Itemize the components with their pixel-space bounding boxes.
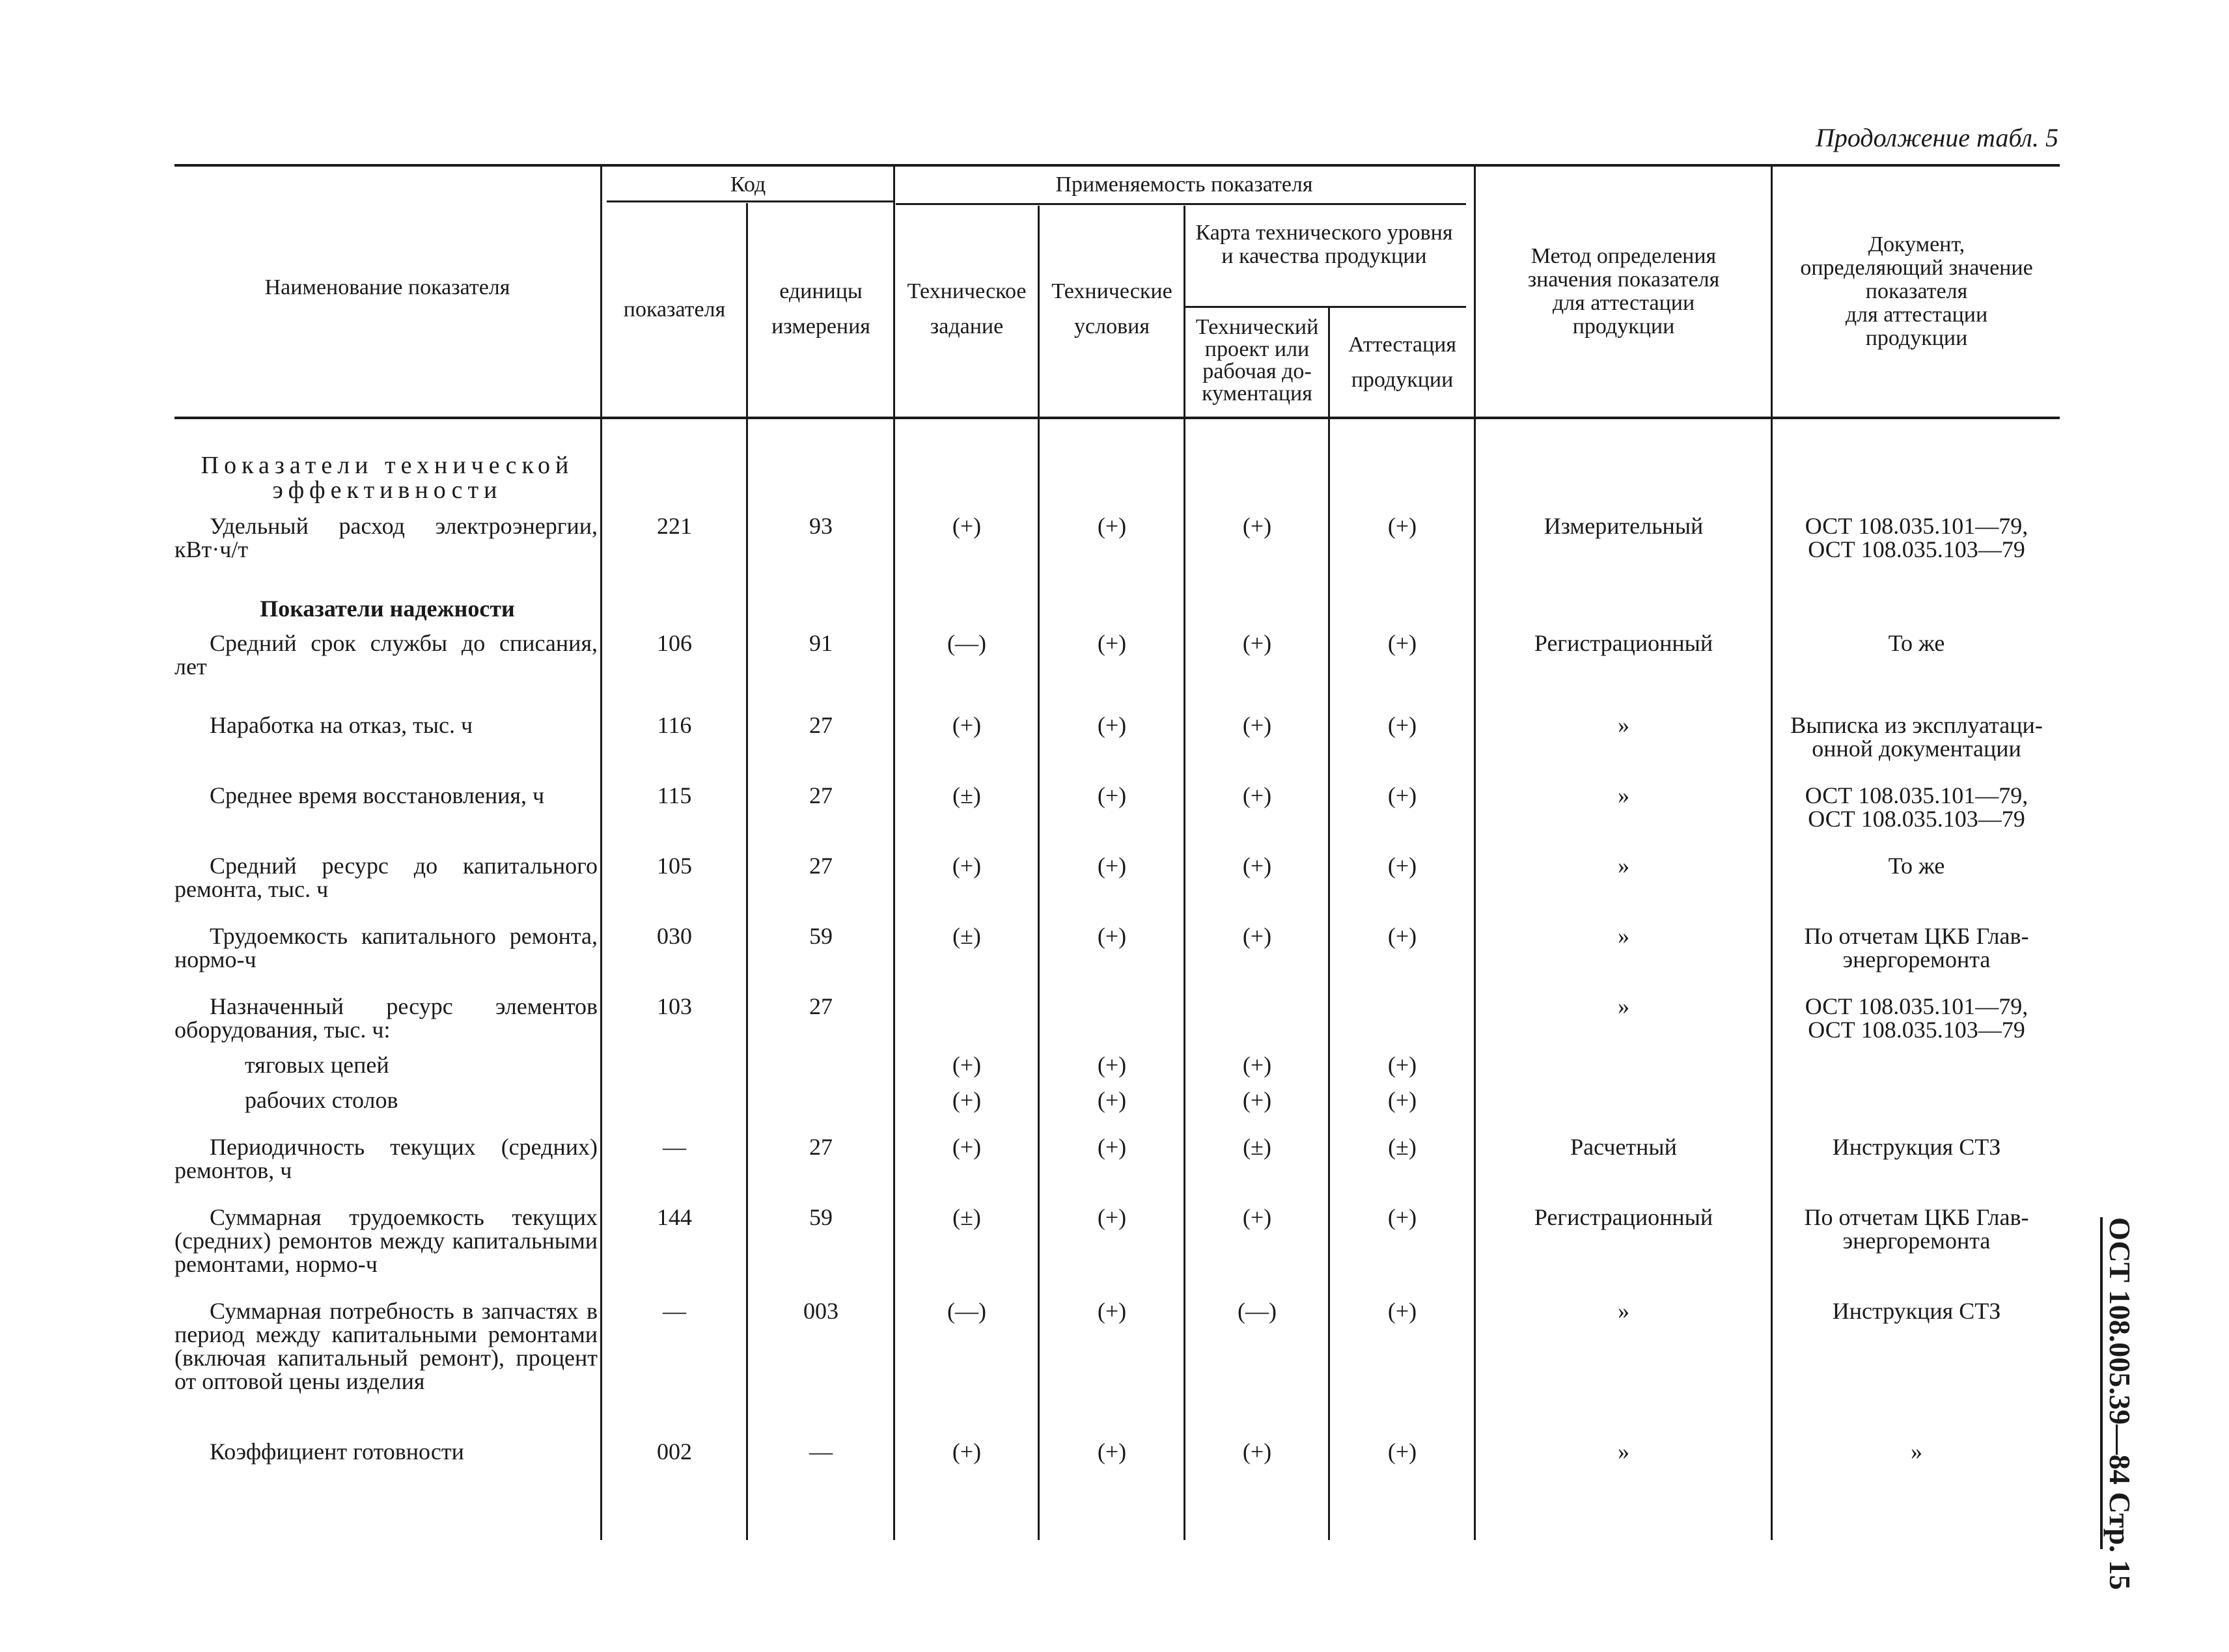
cell-code: —	[663, 1134, 686, 1160]
header-card-project-line4: кументация	[1202, 381, 1312, 406]
cell-unit: 27	[809, 782, 833, 808]
cell-tp: (±)	[1243, 1134, 1271, 1160]
cell-document	[1773, 713, 2060, 760]
cell-document	[1773, 631, 2060, 655]
side-label: ОСТ 108.005.39—84 Стр. 15	[2103, 1217, 2137, 1590]
row-name: Коэффициент готовности	[210, 1439, 464, 1465]
cell-ap: (+)	[1387, 712, 1417, 738]
cell-tp: (+)	[1242, 1204, 1272, 1230]
cell-tp: (+)	[1242, 513, 1272, 539]
section-heading	[174, 453, 600, 502]
header-card: Карта технического уровня и качества продукции	[1195, 221, 1453, 268]
header-card-project-line1: Технический	[1195, 315, 1319, 339]
cell-method: »	[1618, 853, 1629, 879]
cell-ap: (+)	[1387, 1298, 1417, 1324]
header-document-line5: продукции	[1865, 326, 1968, 350]
header-code-unit-line1: единицы	[779, 279, 863, 303]
cell-tp: (+)	[1242, 630, 1272, 656]
cell-tu: (+)	[1097, 923, 1127, 949]
header-tech-conditions-line2: условия	[1074, 314, 1150, 338]
cell-document	[1773, 514, 2060, 561]
cell-document-line1: Инструкция СТЗ	[1832, 1298, 2001, 1324]
row-name: Средний ресурс до капитального ремонта, тыс. ч	[174, 853, 598, 902]
cell-tz: (±)	[952, 1204, 981, 1230]
cell-code: 103	[657, 993, 692, 1019]
cell-unit: 59	[809, 1204, 833, 1230]
cell-tz: (±)	[952, 782, 981, 808]
row-name: рабочих столов	[245, 1087, 398, 1113]
col-divider	[1771, 167, 1773, 1540]
cell-ap: (+)	[1387, 630, 1417, 656]
table-top-rule	[174, 164, 2060, 167]
cell-code: 115	[657, 782, 692, 808]
section-heading-line2: эффективности	[272, 476, 503, 504]
applicability-group-rule	[896, 203, 1466, 205]
cell-unit: 91	[809, 630, 833, 656]
cell-tz: (+)	[952, 1134, 982, 1160]
cell-ap: (+)	[1387, 1204, 1417, 1230]
row-name: тяговых цепей	[245, 1052, 389, 1078]
col-divider	[1184, 206, 1185, 1540]
cell-tz: (+)	[952, 712, 982, 738]
cell-document	[1773, 854, 2060, 877]
cell-method: Измерительный	[1544, 513, 1704, 539]
cell-tz: (+)	[952, 853, 982, 879]
cell-document	[1773, 1440, 2060, 1463]
header-card-project	[1186, 316, 1328, 405]
cell-tu: (+)	[1097, 1439, 1127, 1465]
header-tech-task-line1: Техническое	[907, 279, 1027, 303]
cell-ap: (±)	[1388, 1134, 1417, 1160]
cell-tu: (+)	[1097, 1134, 1127, 1160]
cell-document-line1: »	[1911, 1439, 1922, 1465]
cell-document	[1773, 995, 2060, 1041]
cell-tp: (+)	[1242, 923, 1272, 949]
header-applicability: Применяемость показателя	[1055, 172, 1313, 197]
cell-tp: (+)	[1242, 782, 1272, 808]
cell-unit: 27	[809, 1134, 833, 1160]
section-heading: Показатели надежности	[260, 596, 515, 622]
cell-unit: 003	[803, 1298, 838, 1324]
cell-tu: (+)	[1097, 712, 1127, 738]
cell-code: 002	[657, 1439, 692, 1465]
cell-ap: (+)	[1387, 1087, 1417, 1113]
cell-unit: 27	[809, 853, 833, 879]
header-code: Код	[730, 172, 766, 197]
cell-document-line1: По отчетам ЦКБ Глав-	[1804, 923, 2029, 949]
cell-document-line1: Выписка из эксплуатаци-	[1790, 712, 2043, 738]
cell-unit: 27	[809, 712, 833, 738]
cell-document	[1773, 1299, 2060, 1323]
header-method	[1476, 245, 1771, 338]
cell-tu: (+)	[1097, 1204, 1127, 1230]
cell-tz: (+)	[952, 1439, 982, 1465]
cell-tu: (+)	[1097, 1052, 1127, 1078]
cell-document-line1: То же	[1888, 853, 1945, 879]
row-name: Среднее время восстановления, ч	[210, 782, 545, 808]
header-method-line4: продукции	[1572, 314, 1675, 338]
cell-document	[1773, 1205, 2060, 1252]
cell-unit: 27	[809, 993, 833, 1019]
cell-ap: (+)	[1387, 1052, 1417, 1078]
cell-method: »	[1618, 712, 1629, 738]
cell-method: Расчетный	[1570, 1134, 1677, 1160]
cell-ap: (+)	[1387, 923, 1417, 949]
cell-document-line1: По отчетам ЦКБ Глав-	[1804, 1204, 2029, 1230]
row-name: Удельный расход электроэнергии, кВт·ч/т	[174, 513, 598, 562]
cell-tu: (+)	[1097, 782, 1127, 808]
cell-method: »	[1618, 923, 1629, 949]
header-tech-conditions	[1040, 280, 1184, 338]
cell-document-line2: энергоремонта	[1842, 1228, 1991, 1254]
col-divider	[746, 203, 748, 1540]
cell-tu: (+)	[1097, 630, 1127, 656]
cell-code: 221	[657, 513, 692, 539]
header-document-line4: для аттестации	[1845, 303, 1988, 327]
cell-document-line1: ОСТ 108.035.101—79,	[1805, 782, 2028, 808]
cell-tp: (+)	[1242, 1052, 1272, 1078]
cell-method: Регистрационный	[1534, 1204, 1713, 1230]
col-divider	[1328, 307, 1330, 1540]
row-name: Суммарная трудоемкость текущих (средних) ремонтов между капитальными ремонтами, нормо-ч	[174, 1204, 598, 1277]
header-code-indicator: показателя	[623, 297, 726, 322]
header-tech-task	[896, 280, 1038, 338]
cell-document	[1773, 924, 2060, 971]
cell-method: Регистрационный	[1534, 630, 1713, 656]
side-label-rule	[2100, 1217, 2103, 1549]
cell-document-line2: ОСТ 108.035.103—79	[1808, 1017, 2025, 1043]
header-method-line3: для аттестации	[1552, 291, 1695, 315]
card-group-rule	[1185, 306, 1466, 308]
row-name: Средний срок службы до списания, лет	[174, 630, 598, 680]
col-divider	[1038, 206, 1040, 1540]
header-card-attestation-line1: Аттестация	[1348, 333, 1456, 357]
cell-tp: (—)	[1238, 1298, 1277, 1324]
cell-code: 116	[657, 712, 692, 738]
cell-document-line1: ОСТ 108.035.101—79,	[1805, 513, 2028, 539]
row-name: Наработка на отказ, тыс. ч	[210, 712, 473, 738]
header-document	[1773, 233, 2060, 350]
cell-method: »	[1618, 1298, 1629, 1324]
header-card-attestation-line2: продукции	[1351, 368, 1454, 392]
cell-tz: (±)	[952, 923, 981, 949]
col-divider	[1474, 167, 1476, 1540]
cell-document-line2: онной документации	[1812, 736, 2021, 762]
col-divider	[600, 167, 602, 1540]
cell-tp: (+)	[1242, 1439, 1272, 1465]
col-divider	[893, 167, 895, 1540]
header-document-line1: Документ,	[1868, 232, 1965, 256]
cell-method: »	[1618, 1439, 1629, 1465]
continuation-caption: Продолжение табл. 5	[1815, 123, 2058, 152]
cell-document-line2: энергоремонта	[1842, 946, 1991, 972]
header-name: Наименование показателя	[264, 275, 510, 299]
code-group-rule	[607, 200, 893, 202]
cell-method: »	[1618, 782, 1629, 808]
cell-tu: (+)	[1097, 1298, 1127, 1324]
header-tech-conditions-line1: Технические	[1051, 279, 1172, 303]
cell-unit: 59	[809, 923, 833, 949]
cell-tz: (—)	[947, 1298, 986, 1324]
cell-tp: (+)	[1242, 712, 1272, 738]
cell-code: 105	[657, 853, 692, 879]
cell-unit: 93	[809, 513, 833, 539]
cell-ap: (+)	[1387, 513, 1417, 539]
cell-tz: (+)	[952, 1052, 982, 1078]
cell-tp: (+)	[1242, 853, 1272, 879]
cell-unit: —	[809, 1439, 833, 1465]
header-card-project-line2: проект или	[1204, 337, 1310, 361]
header-card-attestation	[1331, 333, 1474, 392]
row-name: Периодичность текущих (средних) ремонтов, ч	[174, 1134, 598, 1183]
header-code-unit	[749, 280, 893, 338]
header-document-line2: определяющий значение	[1800, 256, 2033, 280]
cell-tu: (+)	[1097, 513, 1127, 539]
cell-tz: (+)	[952, 1087, 982, 1113]
cell-tu: (+)	[1097, 853, 1127, 879]
cell-code: 106	[657, 630, 692, 656]
row-name: Суммарная потребность в запчастях в период между капитальными ремонтами (включая капитальный ремонт), процент от оптовой цены изделия	[174, 1298, 598, 1394]
cell-code: 030	[657, 923, 692, 949]
cell-code: —	[663, 1298, 686, 1324]
cell-code: 144	[657, 1204, 692, 1230]
row-name: Назначенный ресурс элементов оборудования, тыс. ч:	[174, 993, 598, 1043]
cell-document-line1: Инструкция СТЗ	[1832, 1134, 2001, 1160]
row-name: Трудоемкость капитального ремонта, нормо-ч	[174, 923, 598, 972]
cell-document-line2: ОСТ 108.035.103—79	[1808, 536, 2025, 562]
header-document-line3: показателя	[1865, 279, 1968, 303]
cell-document	[1773, 784, 2060, 831]
header-card-project-line3: рабочая до-	[1202, 359, 1312, 383]
cell-document-line2: ОСТ 108.035.103—79	[1808, 806, 2025, 832]
cell-document	[1773, 1135, 2060, 1159]
header-bottom-rule	[174, 417, 2060, 419]
cell-tz: (—)	[947, 630, 986, 656]
cell-ap: (+)	[1387, 853, 1417, 879]
cell-ap: (+)	[1387, 782, 1417, 808]
cell-tz: (+)	[952, 513, 982, 539]
cell-document-line1: То же	[1888, 630, 1945, 656]
header-method-line1: Метод определения	[1530, 244, 1717, 268]
section-heading-line1: Показатели технической	[201, 452, 574, 479]
cell-method: »	[1618, 993, 1629, 1019]
header-method-line2: значения показателя	[1527, 268, 1720, 292]
header-tech-task-line2: задание	[930, 314, 1004, 338]
cell-ap: (+)	[1387, 1439, 1417, 1465]
cell-tp: (+)	[1242, 1087, 1272, 1113]
cell-document-line1: ОСТ 108.035.101—79,	[1805, 993, 2028, 1019]
header-code-unit-line2: измерения	[771, 314, 870, 338]
cell-tu: (+)	[1097, 1087, 1127, 1113]
